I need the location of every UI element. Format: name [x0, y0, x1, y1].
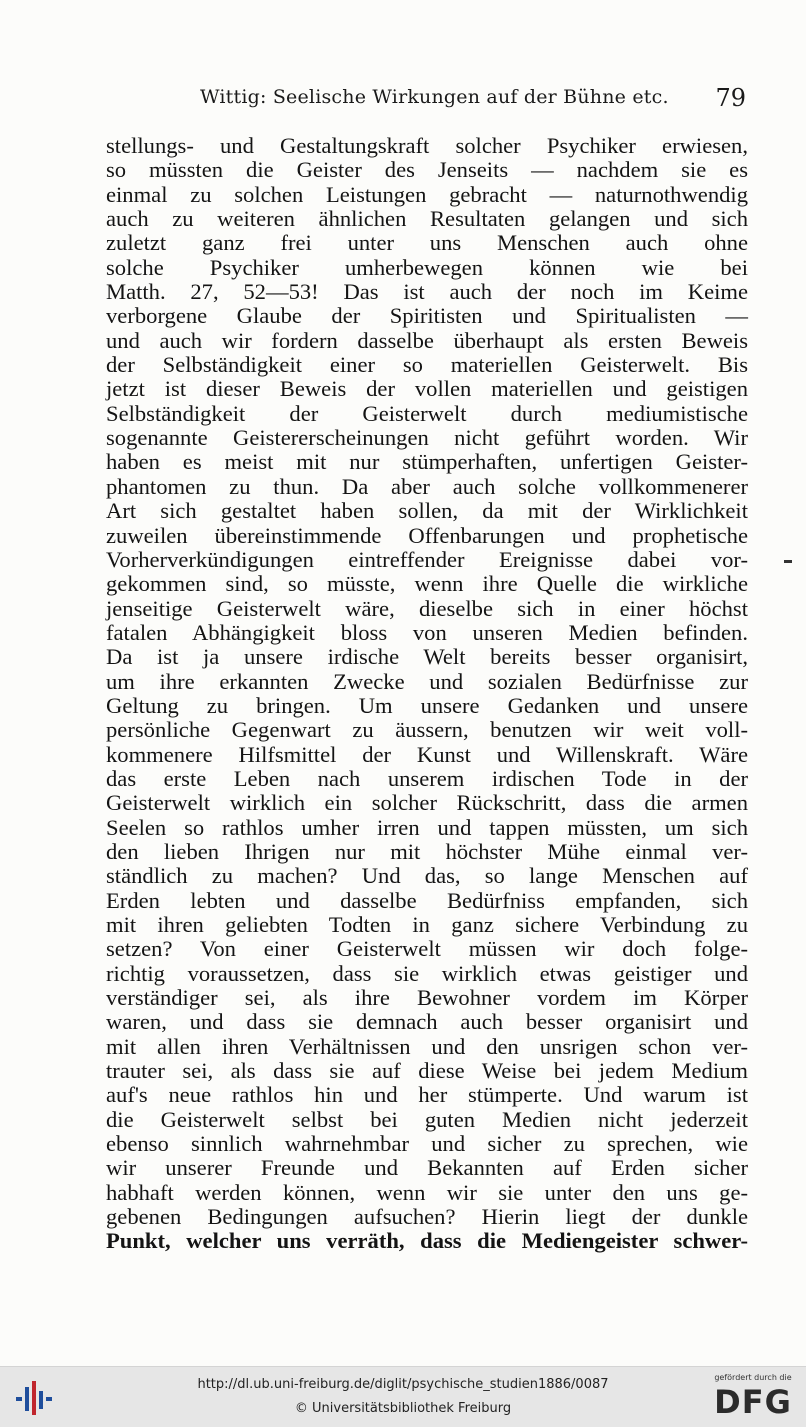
text-line: das erste Leben nach unserem irdischen Tode in der: [106, 765, 748, 791]
dfg-caption: gefördert durch die: [714, 1373, 792, 1382]
text-line: trauter sei, als dass sie auf diese Weise bei jedem Medium: [106, 1058, 748, 1084]
text-line: Matth. 27, 52—53! Das ist auch der noch im Keime: [106, 279, 748, 305]
text-line: so müssten die Geister des Jenseits — nachdem sie es: [106, 157, 748, 183]
text-line: zuweilen übereinstimmende Offenbarungen und prophetische: [106, 522, 748, 548]
text-line: einmal zu solchen Leistungen gebracht — naturnothwendig: [106, 181, 748, 207]
text-line: gekommen sind, so müsste, wenn ihre Quelle die wirkliche: [106, 571, 748, 597]
text-line: jetzt ist dieser Beweis der vollen materiellen und geistigen: [106, 376, 748, 402]
running-header: [200, 84, 750, 116]
dfg-logo: [710, 1373, 796, 1421]
text-line: jenseitige Geisterwelt wäre, dieselbe sich in einer höchst: [106, 595, 748, 621]
text-line: waren, und dass sie demnach auch besser organisirt und: [106, 1009, 748, 1035]
text-line: Vorherverkündigungen eintreffender Ereignisse dabei vor-: [106, 546, 748, 572]
text-line: kommenere Hilfsmittel der Kunst und Willenskraft. Wäre: [106, 741, 748, 767]
text-line: auf's neue rathlos hin und her stümperte. Und warum ist: [106, 1082, 748, 1108]
body-text: [106, 134, 748, 1254]
text-line: Art sich gestaltet haben sollen, da mit der Wirklichkeit: [106, 498, 748, 524]
text-line: mit allen ihren Verhältnissen und den unsrigen schon ver-: [106, 1033, 748, 1059]
text-line: und auch wir fordern dasselbe überhaupt als ersten Beweis: [106, 327, 748, 353]
text-line: zuletzt ganz frei unter uns Menschen auch ohne: [106, 230, 748, 256]
text-line: den lieben Ihrigen nur mit höchster Mühe einmal ver-: [106, 838, 748, 864]
text-line: Punkt, welcher uns verräth, dass die Mediengeister schwer-: [106, 1228, 748, 1254]
text-line: stellungs- und Gestaltungskraft solcher Psychiker erwiesen,: [106, 133, 748, 158]
text-line: der Selbständigkeit einer so materiellen Geisterwelt. Bis: [106, 352, 748, 378]
text-line: die Geisterwelt selbst bei guten Medien nicht jederzeit: [106, 1106, 748, 1132]
text-line: wir unserer Freunde und Bekannten auf Erden sicher: [106, 1155, 748, 1181]
text-line: sogenannte Geistererscheinungen nicht geführt worden. Wir: [106, 425, 748, 451]
text-line: haben es meist mit nur stümperhaften, unfertigen Geister-: [106, 449, 748, 475]
text-line: gebenen Bedingungen aufsuchen? Hierin liegt der dunkle: [106, 1204, 748, 1230]
text-line: um ihre erkannten Zwecke und sozialen Bedürfnisse zur: [106, 668, 748, 694]
text-line: richtig voraussetzen, dass sie wirklich etwas geistiger und: [106, 960, 748, 986]
text-line: persönliche Gegenwart zu äussern, benutzen wir weit voll-: [106, 717, 748, 743]
text-line: Selbständigkeit der Geisterwelt durch mediumistische: [106, 400, 748, 426]
text-line: mit ihren geliebten Todten in ganz sichere Verbindung zu: [106, 912, 748, 937]
text-line: verständiger sei, als ihre Bewohner vordem im Körper: [106, 985, 748, 1011]
text-line: setzen? Von einer Geisterwelt müssen wir doch folge-: [106, 936, 748, 962]
source-url[interactable]: http://dl.ub.uni-freiburg.de/diglit/psychische_studien1886/0087: [197, 1377, 609, 1392]
text-line: phantomen zu thun. Da aber auch solche vollkommenerer: [106, 473, 748, 499]
text-line: auch zu weiteren ähnlichen Resultaten gelangen und sich: [106, 206, 748, 232]
viewer-footer: [0, 1366, 806, 1427]
text-line: solche Psychiker umherbewegen können wie bei: [106, 254, 748, 280]
text-line: verborgene Glaube der Spiritisten und Spiritualisten —: [106, 303, 748, 329]
text-line: Da ist ja unsere irdische Welt bereits besser organisirt,: [106, 644, 748, 670]
text-line: ebenso sinnlich wahrnehmbar und sicher zu sprechen, wie: [106, 1131, 748, 1157]
margin-mark: [784, 560, 792, 563]
text-line: Geltung zu bringen. Um unsere Gedanken und unsere: [106, 692, 748, 718]
copyright-notice: © Universitätsbibliothek Freiburg: [294, 1401, 512, 1416]
text-line: ständlich zu machen? Und das, so lange Menschen auf: [106, 863, 748, 889]
text-line: Erden lebten und dasselbe Bedürfniss empfanden, sich: [106, 887, 748, 913]
page-number: 79: [715, 84, 746, 112]
text-line: habhaft werden können, wenn wir sie unter den uns ge-: [106, 1179, 748, 1205]
text-line: Seelen so rathlos umher irren und tappen müssten, um sich: [106, 814, 748, 840]
text-line: fatalen Abhängigkeit bloss von unseren Medien befinden.: [106, 619, 748, 645]
running-title: Wittig: Seelische Wirkungen auf der Bühne etc.: [200, 86, 669, 108]
dfg-logo-text: DFG: [714, 1383, 792, 1421]
text-line: Geisterwelt wirklich ein solcher Rückschritt, dass die armen: [106, 790, 748, 816]
